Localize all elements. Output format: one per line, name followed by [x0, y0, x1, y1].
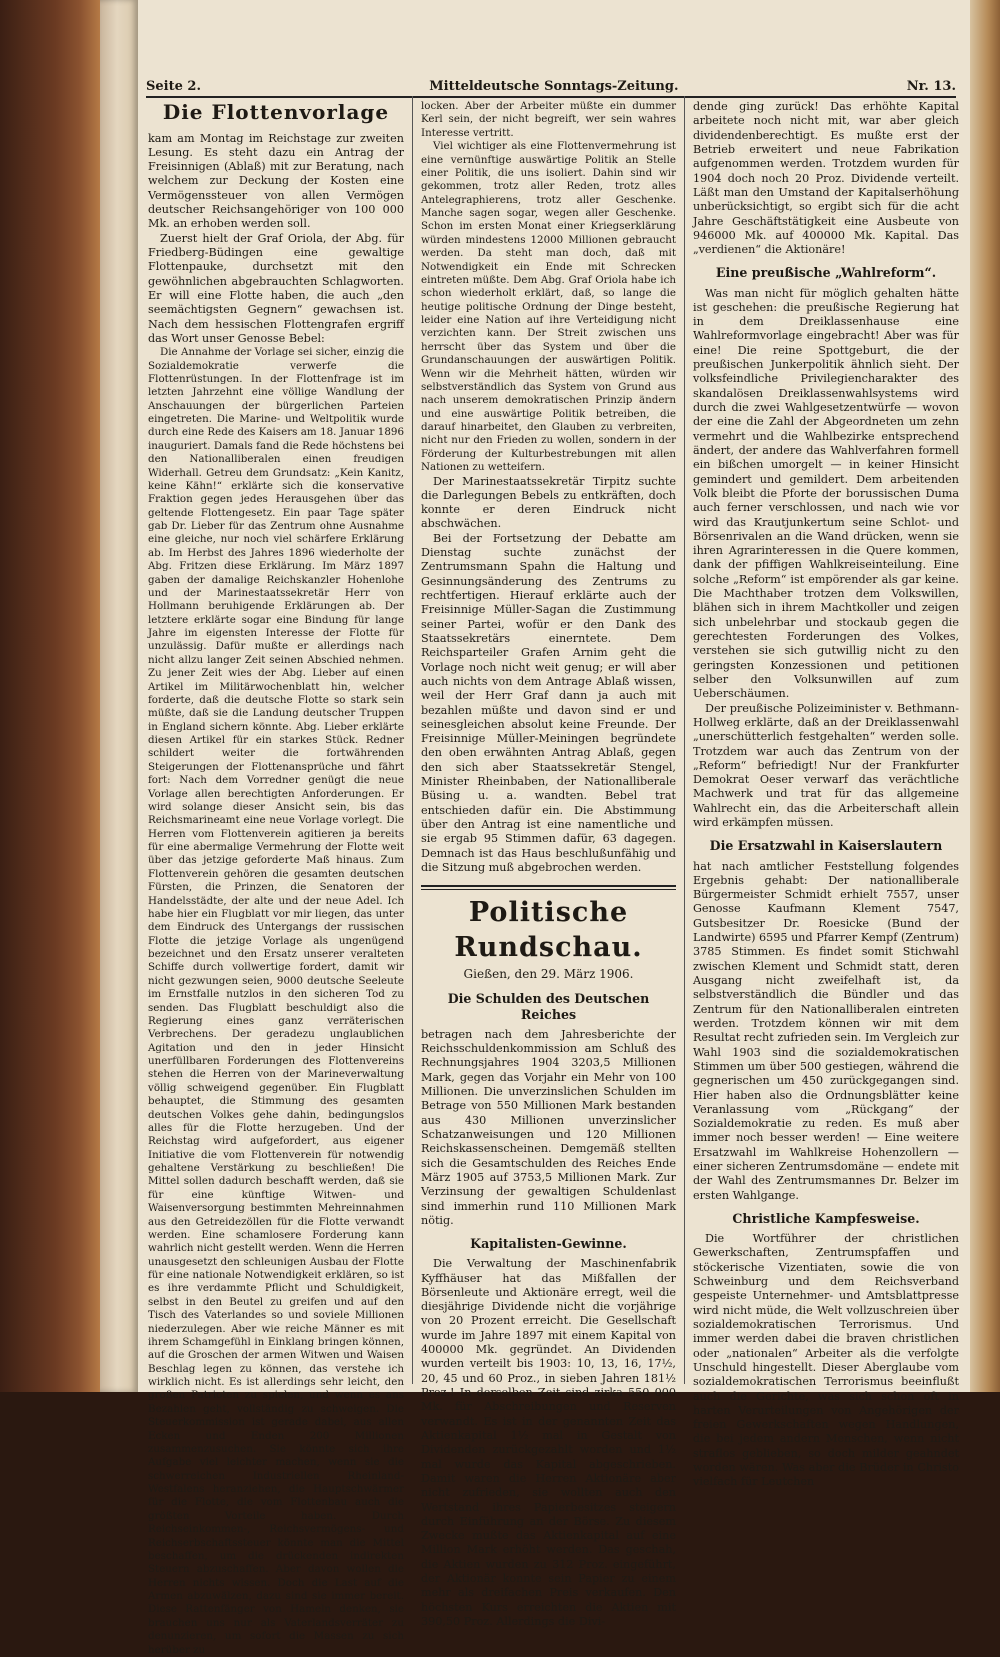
- paragraph: locken. Aber der Arbeiter müßte ein dummer Kerl sein, der nicht begreift, wer sein wahres Interesse vertritt.: [421, 100, 676, 139]
- paragraph: kam am Montag im Reichstage zur zweiten Lesung. Es steht dazu ein Antrag der Freisinnigen (Ablaß) mit zur Beratung, nach welchem zur Deckung der Kosten eine Vermögenssteuer von allen Vermögen deutscher Reichsangehöriger von 100 000 Mk. an erhoben werden soll.: [148, 131, 404, 231]
- paragraph: Viel wichtiger als eine Flottenvermehrung ist eine vernünftige auswärtige Politik an Stelle einer Politik, die uns isoliert. Dahin sind wir gekommen, trotz aller Reden, trotz alles Antelegraphierens, trotz aller Geschenke. Manche sagen sogar, wegen aller Geschenke. Schon im ersten Monat einer Kriegserklärung würden mindestens 12000 Millionen gebraucht werden. Da steht man doch, daß mit Notwendigkeit ein Ende mit Schrecken eintreten müßte. Dem Abg. Graf Oriola habe ich schon wiederholt erklärt, daß, so lange die heutige politische Ordnung der Dinge besteht, leider eine Nation auf ihre Verteidigung nicht verzichten kann. Der Streit zwischen uns herrscht über das System und über die Grundanschauungen der auswärtigen Politik. Wenn wir die Mehrheit hätten, würden wir selbstverständlich das System von Grund aus nach unserem demokratischen Prinzip ändern und eine auswärtige Politik betreiben, die darauf hinarbeitet, den Glauben zu verbreiten, nicht nur den Frieden zu wollen, sondern in der Förderung der Kulturbestrebungen mit allen Nationen zu wetteifern.: [421, 140, 676, 474]
- article-heading: Christliche Kampfesweise.: [732, 1211, 920, 1226]
- page-edge-right: [970, 0, 1000, 1392]
- article-heading: Die Ersatzwahl in Kaiserslautern: [709, 838, 943, 854]
- paragraph: dende ging zurück! Das erhöhte Kapital arbeitete noch nicht mit, war aber gleich dividendenberechtigt. Es mußte erst der Betrieb erweitert und neue Fabrikation aufgenommen werden. Trotzdem wurden für 1904 doch noch 20 Proz. Dividende verteilt. Läßt man den Umstand der Kapitalserhöhung unberücksichtigt, so ergibt sich für die acht Jahre Geschäftstätigkeit eine Ausbeute von 946000 Mk. auf 400000 Mk. Kapital. Das „verdienen“ die Aktionäre!: [693, 100, 959, 257]
- paragraph: Was man nicht für möglich gehalten hätte ist geschehen: die preußische Regierung hat in dem Dreiklassenhause eine Wahlreformvorlage eingebracht! Aber was für eine! Die reine Spottgeburt, die der preußischen Junkerpolitik ähnlich sieht. Der volksfeindliche Privilegiencharakter des skandalösen Dreiklassenwahlsystems wird durch die zwei Wahlgesetzentwürfe — wovon der eine die Zahl der Abgeordneten um zehn vermehrt und die Wahlbezirke entsprechend ändert, der andere das Wahlverfahren formell ein bißchen umorgelt — in keiner Hinsicht gemindert und gemildert. Dem arbeitenden Volk bleibt die Pforte der borussischen Duma auch ferner verschlossen, und nach wie vor wird das Krautjunkertum seine Schlot- und Börsenrivalen an die Wand drücken, wenn sie ihren Agrarinteressen in die Quere kommen, dank der pfiffigen Wahlkreiseinteilung. Eine solche „Reform“ ist empörender als gar keine. Die Machthaber trotzen dem Volkswillen, blähen sich in ihrem Machtkoller und zeigen sich unbelehrbar und stockaub gegen die gerechtesten Forderungen des Volkes, verstehen sie sich gutwillig nicht zu den geringsten Konzessionen und petitionen selber den Volksunwillen auf zum Ueberschäumen.: [693, 286, 959, 701]
- paragraph: Zuerst hielt der Graf Oriola, der Abg. für Friedberg-Büdingen eine gewaltige Flottenpauke, durchsetzt mit den gewöhnlichen abgebrauchten Schlagworten. Er will eine Flotte haben, die auch „den seemächtigsten Gegnern“ gewachsen ist. Nach dem hessischen Flottengrafen ergriff das Wort unser Genosse Bebel:: [148, 231, 404, 345]
- article-heading: Eine preußische „Wahlreform“.: [715, 265, 937, 281]
- paragraph: Die Wortführer der christlichen Gewerkschaften, Zentrumspfaffen und stöckerische Vizentiaten, sowie die von Schweinburg und dem Reichsverband gespeiste Unternehmer- und Amtsblattpresse wird nicht müde, die Welt vollzuschreien über sozialdemokratischen Terrorismus. Und immer werden dabei die braven christlichen oder „nationalen“ Arbeiter als die verfolgte Unschuld hingestellt. Dieser Aberglaube vom sozialdemokratischen Terrorismus beeinflußt auch die Gerichte, was sich schon oft in harten Verurteilungen von Angehörigen der freien Gewerkschaften wegen Handlungen, die bei jedem andern Menschen, wenn nicht straflos geblieben, so doch milder geahndet worden wären. Was aber die Brüder in Christo vielfach für Leutchen: [693, 1232, 959, 1489]
- article-heading: Kapitalisten-Gewinne.: [470, 1236, 627, 1252]
- dateline: Gießen, den 29. März 1906.: [463, 967, 634, 982]
- section-divider: [421, 885, 676, 890]
- paragraph: Bei der Fortsetzung der Debatte am Dienstag suchte zunächst der Zentrumsmann Spahn die Haltung und Gesinnungsänderung des Zentrums zu rechtfertigen. Hierauf erklärte auch der Freisinnige Müller-Sagan die Zustimmung seiner Partei, wofür er den Dank des Staatssekretärs einerntete. Dem Reichsparteiler Grafen Arnim geht die Vorlage noch nicht weit genug; er will aber auch nichts von dem Antrage Ablaß wissen, weil der Herr Graf dann ja auch mit bezahlen müßte und davon sind er und seinesgleichen absolut keine Freunde. Der Freisinnige Müller-Meiningen begründete den oben erwähnten Antrag Ablaß, gegen den sich aber Staatssekretär Stengel, Minister Rheinbaben, der Nationalliberale Büsing u. a. wandten. Bebel trat entschieden dafür ein. Die Abstimmung über den Antrag ist eine namentliche und sie ergab 95 Stimmen dafür, 63 dagegen. Demnach ist das Haus beschlußunfähig und die Sitzung muß abgebrochen werden.: [421, 531, 676, 874]
- paragraph: Der preußische Polizeiminister v. Bethmann-Hollweg erklärte, daß an der Dreiklassenwahl „unerschütterlich festgehalten“ werden solle. Trotzdem war auch das Zentrum von der „Reform“ befriedigt! Nur der Frankfurter Demokrat Oeser verwarf das verächtliche Machwerk und trat für das allgemeine Wahlrecht ein, das die Arbeiterschaft allein wird erkämpfen müssen.: [693, 701, 959, 830]
- page-number: Seite 2.: [146, 79, 201, 94]
- column-2: [421, 100, 676, 1629]
- newspaper-title: Mitteldeutsche Sonntags-Zeitung.: [429, 79, 679, 94]
- column-3: [693, 100, 959, 1489]
- paragraph: Die Annahme der Vorlage sei sicher, einzig die Sozialdemokratie verwerfe die Flottenrüstungen. In der Flottenfrage ist im letzten Jahrzehnt eine völlige Wandlung der Anschauungen der bürgerlichen Parteien eingetreten. Die Marine- und Weltpolitik wurde durch eine Rede des Kaisers am 18. Januar 1896 inauguriert. Damals fand die Rede höchstens bei den Nationalliberalen einen freudigen Widerhall. Getreu dem Grundsatz: „Kein Kanitz, keine Kähn!“ erklärte sich die konservative Fraktion gegen jedes Herausgehen über das geltende Flottengesetz. Ein paar Tage später gab Dr. Lieber für das Zentrum ohne Ausnahme eine gleiche, nur noch viel schärfere Erklärung ab. Im Herbst des Jahres 1896 wiederholte der Abg. Fritzen diese Erklärung. Im März 1897 gaben der damalige Reichskanzler Hohenlohe und der Marinestaatssekretär Herr von Hollmann beruhigende Erklärungen ab. Der letztere erklärte sogar eine Bindung für lange Jahre im eigensten Interesse der Flotte für unzulässig. Dafür mußte er allerdings nach nicht allzu langer Zeit seinen Abschied nehmen. Zu jener Zeit wies der Abg. Lieber auf einen Artikel im Militärwochenblatt hin, welcher forderte, daß die deutsche Flotte so stark sein müßte, daß sie die Landung deutscher Truppen in England sichern könnte. Abg. Lieber erklärte diesen Artikel für ein starkes Stück. Redner schildert weiter die fortwährenden Steigerungen der Flottenansprüche und fährt fort: Nach dem Vorredner genügt die neue Vorlage allen berechtigten Anforderungen. Er wird solange dieser Ansicht sein, bis das Reichsmarineamt eine neue Vorlage vorlegt. Die Herren vom Flottenverein agitieren ja bereits für eine abermalige Vermehrung der Flotte weit über das jetzige geforderte Maß hinaus. Zum Flottenverein gehören die gesamten deutschen Fürsten, die Prinzen, die Senatoren der Handelsstädte, der alte und der neue Adel. Ich habe hier ein Flugblatt vor mir liegen, das unter dem Eindruck des Untergangs der russischen Flotte die jetzige Vorlage als ungenügend bezeichnet und den Ersatz unserer veralteten Schiffe durch vollwertige fordert, damit wir nicht gezwungen seien, 9000 deutsche Seeleute im Ernstfalle nutzlos in den sicheren Tod zu senden. Das Flugblatt beschuldigt also die Regierung eines ganz verräterischen Verbrechens. Der geradezu unglaublichen Agitation und den in jeder Hinsicht unerfüllbaren Forderungen des Flottenvereins stehen die Herren von der Marineverwaltung völlig schweigend gegenüber. Ein Flugblatt behauptet, die Stimmung des gesamten deutschen Volkes gehe dahin, bedingungslos alles für die Flotte herzugeben. Und der Reichstag wird aufgefordert, aus eigener Initiative die vom Flottenverein für notwendig gehaltene Verstärkung zu beschließen! Die Mittel sollen dadurch beschafft werden, daß sie für eine künftige Witwen- und Waisenversorgung bestimmten Mehreinnahmen aus den Getreidezöllen für die Flotte verwandt werden. Eine schamlosere Forderung kann wahrlich nicht gestellt werden. Wenn die Herren unausgesetzt den schleunigen Ausbau der Flotte für eine nationale Notwendigkeit erklären, so ist es ihre verdammte Pflicht und Schuldigkeit, selbst in den Beutel zu greifen und auf den Tisch des Vaterlandes so und soviele Millionen niederzulegen. Aber wie reiche Männer es mit ihrem Schamgefühl in Einklang bringen können, auf die Groschen der armen Witwen und Waisen Beschlag legen zu können, das verstehe ich wirklich nicht. Es ist allerdings sehr leicht, den großen Patrioten zu spielen, und wenn es ans Bezahlen geht, vollständig zu schweigen. Die Steuerkommission ist gerade dabei, aus allen Ecken und Enden 200 Millionen zusammenzusuchen. Sie könnte sich ihre Aufgabe viel leichter machen, wenn sie die schwerreichen Industriellen Rheinland-Westfalens heranziehen, die Hauptschwärmer für die Flotte, die vom Flottenbau auch die größten Vorteile haben. Durch Reichseinkommen-, Reichsvermögens- und Reichserbschaftssteuer könnte man die Mittel beschaffen, um die drückenden indirekten Steuern abzuschaffen. Aber davon wollen die Herren nichts wissen. Doch die Last auf die Armen abzuwälzen, dazu sind sie immer bereit. Diese Rattenfänger von Hameln denken, sie brauchen uns nur als Vaterlandsverräter zu denunzieren, um sofort die Massen zu sich herüber zu: [148, 346, 404, 1656]
- paragraph: Die Verwaltung der Maschinenfabrik Kyffhäuser hat das Mißfallen der Börsenleute und Aktionäre erregt, weil die diesjährige Dividende nicht die vorjährige von 20 Prozent erreicht. Die Gesellschaft wurde im Jahre 1897 mit einem Kapital von 400000 Mk. gegründet. An Dividenden wurden verteilt bis 1903: 10, 13, 16, 17½, 20, 45 und 60 Proz., in sieben Jahren 181½ Proz.! In derselben Zeit sind zirka 550 000 Mk. für Abschreibungen und Reserven verwandt. Es ist in der genannten Zeit das Aktienkapital 1½ mal in Gestalt von Dividenden zurückgezahlt worden und 1½ mal wurde das Kapital abgeschrieben. Damit waren die Herren Aktionäre aber nicht zufrieden, sie wollten auch den Wertstand ihres Papierbesitzes steigern durch Einführung an der Börse. Zu diesem Zwecke mußte das Aktienkapital auf eine Million Mark erhöht werden. Das geschah, die Aktien wurden zu 312 Proz. eingeführt, der Aktionär konnte sein Papier zu einem mehr als dreifachen Preis verkaufen. Den höchsten Kurs erreichten die Aktien mit 390,50 Proz. Allerdings die Divi-: [421, 1257, 676, 1629]
- article-heading: Die Schulden des Deutschen Reiches: [447, 990, 650, 1022]
- paragraph: betragen nach dem Jahresberichte der Reichsschuldenkommission am Schluß des Rechnungsjahres 1904 3203,5 Millionen Mark, gegen das Vorjahr ein Mehr von 100 Millionen. Die unverzinslichen Schulden im Betrage von 550 Millionen Mark bestanden aus 430 Millionen unverzinslicher Schatzanweisungen und 120 Millionen Reichskassenscheinen. Demgemäß stellten sich die Gesamtschulden des Reiches Ende März 1905 auf 3753,5 Millionen Mark. Zur Verzinsung der gewaltigen Schuldenlast sind immerhin rund 110 Millionen Mark nötig.: [421, 1027, 676, 1227]
- section-heading: Politische Rundschau.: [454, 897, 643, 963]
- newspaper-page: [138, 0, 970, 1656]
- issue-number: Nr. 13.: [906, 79, 956, 94]
- column-rule: [412, 96, 413, 1384]
- column-rule: [684, 96, 685, 1384]
- book-binding: [0, 0, 100, 1392]
- column-1: [148, 100, 404, 1656]
- paragraph: hat nach amtlicher Feststellung folgendes Ergebnis gehabt: Der nationalliberale Bürgermeister Schmidt erhielt 7557, unser Genosse Kaufmann Klement 7547, Gutsbesitzer Dr. Roesicke (Bund der Landwirte) 6595 und Pfarrer Kempf (Zentrum) 3785 Stimmen. Es findet somit Stichwahl zwischen Klement und Schmidt statt, deren Ausgang nicht zweifelhaft ist, da selbstverständlich die Bündler und das Zentrum für den Nationalliberalen eintreten werden. Trotzdem können wir mit dem Resultat recht zufrieden sein. Im Vergleich zur Wahl 1903 sind die sozialdemokratischen Stimmen um über 500 gestiegen, während die gegnerischen um 450 zurückgegangen sind. Hier haben also die Ordnungsblätter keine Veranlassung vom „Rückgang“ der Sozialdemokratie zu reden. Es muß aber immer noch besser werden! — Eine weitere Ersatzwahl im Wahlkreise Hohenzollern — einer sicheren Zentrumsdomäne — endete mit der Wahl des Zentrumsmannes Dr. Belzer im ersten Wahlgange.: [693, 859, 959, 1202]
- article-heading: Die Flottenvorlage: [162, 100, 390, 124]
- paragraph: Der Marinestaatssekretär Tirpitz suchte die Darlegungen Bebels zu entkräften, doch konnte er deren Eindruck nicht abschwächen.: [421, 474, 676, 531]
- page-header: [146, 72, 956, 98]
- page-edge-left: [100, 0, 138, 1392]
